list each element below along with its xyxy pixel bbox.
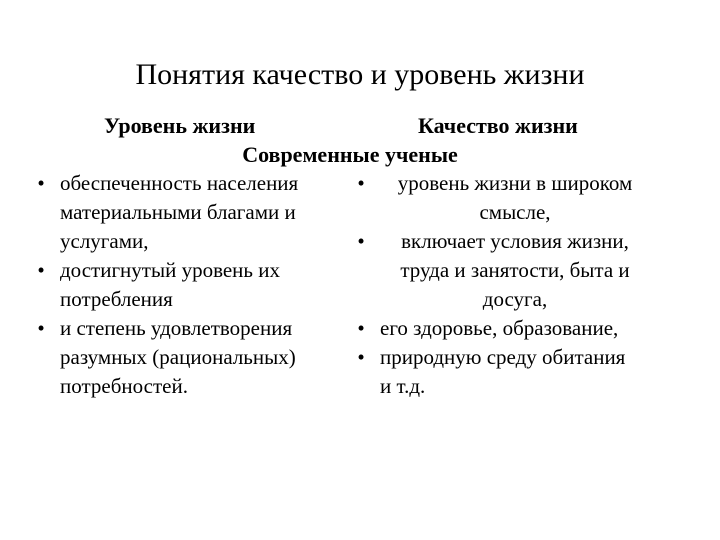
list-item-line: уровень жизни в широком: [397, 171, 633, 195]
slide-title: Понятия качество и уровень жизни: [135, 58, 585, 91]
bullet-icon: •: [357, 345, 365, 369]
bullet-icon: •: [37, 316, 45, 340]
list-item: [350, 314, 680, 343]
list-item-line: и степень удовлетворения: [60, 316, 293, 340]
list-item: [350, 227, 680, 314]
list-item: [30, 169, 340, 256]
list-item-line: смысле,: [479, 200, 551, 224]
bullet-icon: •: [37, 171, 45, 195]
list-item: [350, 343, 680, 401]
bullet-icon: •: [357, 316, 365, 340]
list-item-line: услугами,: [60, 229, 149, 253]
list-item-line: и т.д.: [380, 374, 426, 398]
list-item-line: досуга,: [482, 287, 548, 311]
bullet-icon: •: [37, 258, 45, 282]
list-item-line: труда и занятости, быта и: [400, 258, 630, 282]
right-column-heading: Качество жизни: [418, 113, 578, 138]
list-item-line: потребностей.: [60, 374, 188, 398]
list-item-line: включает условия жизни,: [401, 229, 629, 253]
list-item-line: обеспеченность населения: [60, 171, 299, 195]
list-item: [30, 314, 340, 401]
left-column-heading: Уровень жизни: [104, 113, 256, 138]
bullet-icon: •: [357, 171, 365, 195]
list-item-line: разумных (рациональных): [60, 345, 296, 369]
left-bullet-list: [30, 169, 340, 401]
list-item-line: потребления: [60, 287, 173, 311]
list-item-line: достигнутый уровень их: [60, 258, 280, 282]
list-item-line: природную среду обитания: [380, 345, 626, 369]
right-bullet-list: [350, 169, 680, 401]
bullet-icon: •: [357, 229, 365, 253]
list-item-line: материальными благами и: [60, 200, 296, 224]
list-item: [350, 169, 680, 227]
list-item: [30, 256, 340, 314]
subheading: Современные ученые: [242, 142, 458, 167]
list-item-line: его здоровье, образование,: [380, 316, 619, 340]
